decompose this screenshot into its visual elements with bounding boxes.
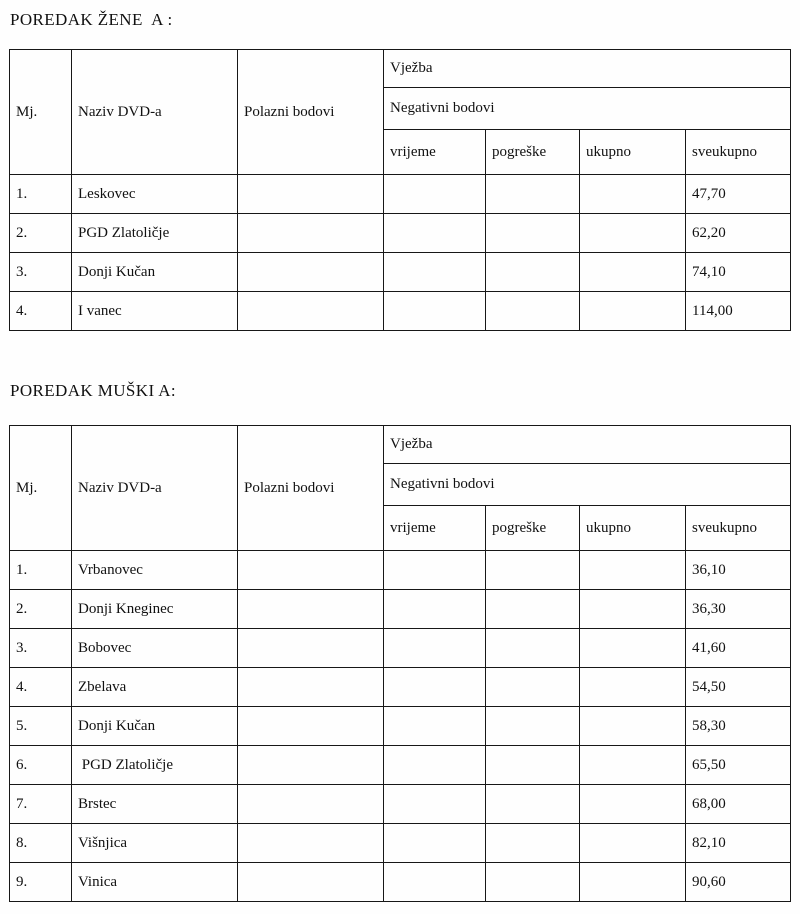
column-header-name: Naziv DVD-a [72,50,238,175]
cell-name: I vanec [72,292,238,331]
table-row [10,253,791,292]
table-row [10,551,791,590]
cell-grand-total: 36,10 [686,551,791,590]
cell-subtotal [580,551,686,590]
column-header-subtotal: ukupno [580,506,686,551]
cell-rank: 4. [10,668,72,707]
cell-rank: 3. [10,629,72,668]
cell-errors [486,746,580,785]
cell-errors [486,824,580,863]
cell-subtotal [580,863,686,902]
cell-grand-total: 41,60 [686,629,791,668]
cell-errors [486,590,580,629]
cell-time [384,746,486,785]
table-row [10,590,791,629]
cell-subtotal [580,824,686,863]
cell-errors [486,175,580,214]
cell-time [384,629,486,668]
column-header-time: vrijeme [384,130,486,175]
cell-grand-total: 65,50 [686,746,791,785]
cell-starting-points [238,668,384,707]
cell-starting-points [238,214,384,253]
column-header-exercise: Vježba [384,50,791,88]
cell-grand-total: 58,30 [686,707,791,746]
cell-name: Leskovec [72,175,238,214]
column-header-negative-points: Negativni bodovi [384,464,791,506]
cell-rank: 2. [10,214,72,253]
table-row [10,175,791,214]
cell-errors [486,785,580,824]
results-table-men [9,425,791,902]
cell-subtotal [580,214,686,253]
cell-starting-points [238,629,384,668]
cell-rank: 2. [10,590,72,629]
column-header-name: Naziv DVD-a [72,426,238,551]
column-header-time: vrijeme [384,506,486,551]
cell-name: Bobovec [72,629,238,668]
column-header-negative-points: Negativni bodovi [384,88,791,130]
cell-name: Višnjica [72,824,238,863]
table-row [10,863,791,902]
table-body-men [10,551,791,902]
cell-subtotal [580,590,686,629]
table-row [10,214,791,253]
cell-grand-total: 74,10 [686,253,791,292]
cell-starting-points [238,590,384,629]
cell-time [384,590,486,629]
table-row [10,668,791,707]
table-header-women [10,50,791,175]
cell-time [384,668,486,707]
section-title-men: POREDAK MUŠKI A: [10,381,177,400]
column-header-grand-total: sveukupno [686,130,791,175]
cell-grand-total: 114,00 [686,292,791,331]
cell-name: Vinica [72,863,238,902]
table-header-men [10,426,791,551]
column-header-subtotal: ukupno [580,130,686,175]
cell-errors [486,292,580,331]
cell-rank: 1. [10,175,72,214]
cell-time [384,292,486,331]
cell-rank: 6. [10,746,72,785]
cell-grand-total: 36,30 [686,590,791,629]
cell-rank: 3. [10,253,72,292]
cell-name: Vrbanovec [72,551,238,590]
cell-errors [486,253,580,292]
cell-subtotal [580,629,686,668]
cell-grand-total: 62,20 [686,214,791,253]
table-row [10,746,791,785]
cell-subtotal [580,746,686,785]
cell-errors [486,214,580,253]
cell-rank: 9. [10,863,72,902]
cell-rank: 8. [10,824,72,863]
column-header-exercise: Vježba [384,426,791,464]
cell-time [384,863,486,902]
cell-starting-points [238,551,384,590]
cell-errors [486,629,580,668]
header-row-exercise [10,426,791,464]
cell-subtotal [580,707,686,746]
column-header-errors: pogreške [486,130,580,175]
table-body-women [10,175,791,331]
cell-grand-total: 47,70 [686,175,791,214]
cell-rank: 5. [10,707,72,746]
cell-subtotal [580,175,686,214]
table-row [10,707,791,746]
cell-subtotal [580,785,686,824]
table-row [10,629,791,668]
column-header-rank: Mj. [10,50,72,175]
cell-subtotal [580,668,686,707]
cell-starting-points [238,292,384,331]
cell-grand-total: 54,50 [686,668,791,707]
column-header-starting-points: Polazni bodovi [238,50,384,175]
table-row [10,824,791,863]
cell-starting-points [238,175,384,214]
cell-errors [486,707,580,746]
cell-time [384,785,486,824]
cell-time [384,253,486,292]
table-row [10,292,791,331]
section-title-women: POREDAK ŽENE A : [10,10,173,29]
cell-name: Donji Kučan [72,707,238,746]
cell-starting-points [238,863,384,902]
column-header-errors: pogreške [486,506,580,551]
column-header-rank: Mj. [10,426,72,551]
cell-errors [486,668,580,707]
cell-errors [486,863,580,902]
cell-time [384,214,486,253]
cell-name: Brstec [72,785,238,824]
cell-rank: 7. [10,785,72,824]
cell-name: PGD Zlatoličje [72,746,238,785]
cell-grand-total: 82,10 [686,824,791,863]
cell-name: Donji Kneginec [72,590,238,629]
cell-starting-points [238,746,384,785]
cell-starting-points [238,707,384,746]
cell-name: Donji Kučan [72,253,238,292]
results-table-women [9,49,791,331]
column-header-starting-points: Polazni bodovi [238,426,384,551]
cell-time [384,707,486,746]
table-row [10,785,791,824]
cell-grand-total: 68,00 [686,785,791,824]
cell-errors [486,551,580,590]
cell-starting-points [238,253,384,292]
cell-time [384,824,486,863]
cell-time [384,175,486,214]
cell-starting-points [238,824,384,863]
cell-rank: 4. [10,292,72,331]
cell-grand-total: 90,60 [686,863,791,902]
column-header-grand-total: sveukupno [686,506,791,551]
cell-name: PGD Zlatoličje [72,214,238,253]
cell-starting-points [238,785,384,824]
cell-name: Zbelava [72,668,238,707]
cell-rank: 1. [10,551,72,590]
cell-subtotal [580,292,686,331]
cell-time [384,551,486,590]
header-row-exercise [10,50,791,88]
cell-subtotal [580,253,686,292]
